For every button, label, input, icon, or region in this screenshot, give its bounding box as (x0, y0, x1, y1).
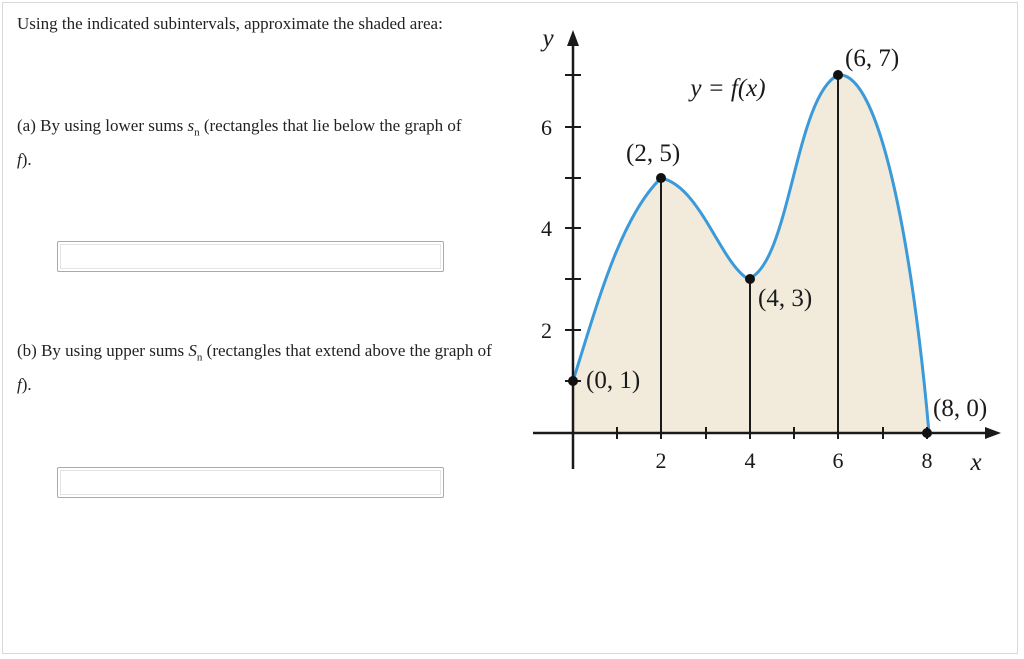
x-axis-arrow (985, 427, 1001, 439)
part-a-function: f (17, 150, 22, 170)
point-label-6-7: (6, 7) (845, 45, 900, 72)
point-label-8-0: (8, 0) (933, 395, 988, 422)
point-4-3 (745, 274, 755, 284)
y-tick-label-2: 2 (541, 318, 552, 343)
part-a-end: ). (21, 150, 32, 170)
lower-sum-symbol: s (187, 116, 195, 135)
point-6-7 (833, 70, 843, 80)
part-a-rest: (rectangles that lie below the graph of (199, 116, 462, 135)
part-a-lead: (a) By using lower sums (17, 116, 188, 135)
y-tick-label-6: 6 (541, 115, 552, 140)
x-tick-label-4: 4 (744, 448, 756, 473)
x-axis-label: x (970, 449, 982, 476)
part-b-function: f (17, 375, 22, 395)
y-axis-arrow (567, 30, 579, 46)
y-tick-label-4: 4 (541, 216, 552, 241)
y-axis-label: y (542, 25, 554, 52)
part-b-rest: (rectangles that extend above the graph of (202, 341, 492, 360)
x-tick-label-2: 2 (655, 448, 667, 473)
function-label: y = f(x) (690, 75, 766, 102)
point-label-2-5: (2, 5) (626, 140, 681, 167)
upper-sum-symbol: S (188, 341, 197, 360)
part-b-end: ). (21, 375, 32, 395)
upper-sum-subscript: n (196, 351, 203, 364)
lower-sum-subscript: n (194, 126, 200, 139)
point-label-0-1: (0, 1) (586, 367, 641, 394)
x-tick-label-8: 8 (921, 448, 933, 473)
intro-text: Using the indicated subintervals, approximate the shaded area: (17, 14, 443, 33)
point-2-5 (656, 173, 666, 183)
point-8-0 (922, 428, 932, 438)
point-label-4-3: (4, 3) (758, 285, 813, 312)
point-0-1 (568, 376, 578, 386)
part-b-lead: (b) By using upper sums (17, 341, 189, 360)
x-tick-label-6: 6 (832, 448, 844, 473)
